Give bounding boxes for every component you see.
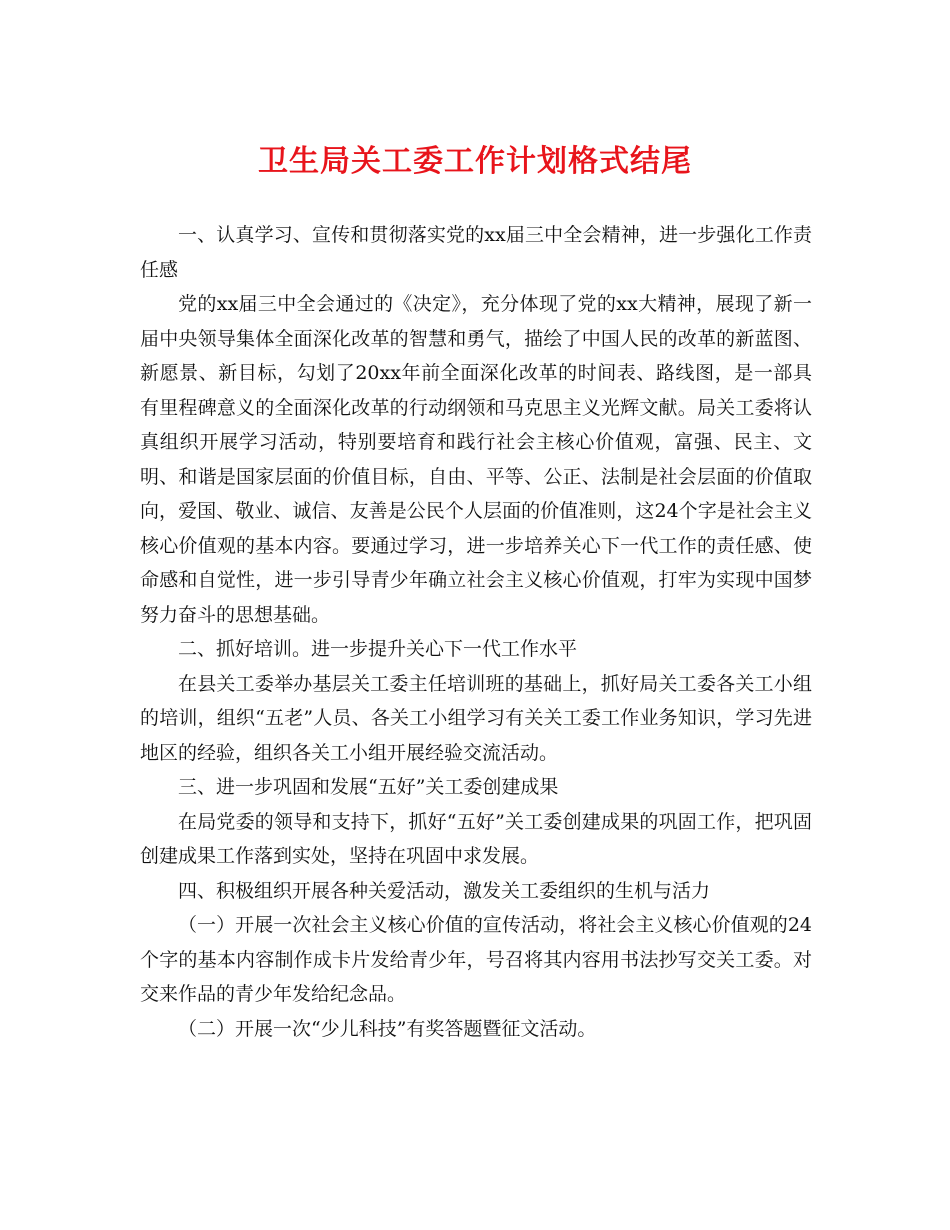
body-paragraph: 党的xx届三中全会通过的《决定》，充分体现了党的xx大精神，展现了新一届中央领导集体全面深化改革的智慧和勇气，描绘了中国人民的改革的新蓝图、新愿景、新目标，勾划了20xx年前全面深化改革的时间表、路线图，是一部具有里程碑意义的全面深化改革的行动纲领和马克思主义光辉文献。局关工委将认真组织开展学习活动，特别要培育和践行社会主核心价值观，富强、民主、文明、和谐是国家层面的价值目标，自由、平等、公正、法制是社会层面的价值取向，爱国、敬业、诚信、友善是公民个人层面的价值准则，这24个字是社会主义核心价值观的基本内容。要通过学习，进一步培养关心下一代工作的责任感、使命感和自觉性，进一步引导青少年确立社会主义核心价值观，打牢为实现中国梦努力奋斗的思想基础。 [140, 293, 812, 626]
sub-item-2: （二）开展一次“少儿科技”有奖答题暨征文活动。 [178, 1017, 597, 1040]
body-paragraph: 在县关工委举办基层关工委主任培训班的基础上，抓好局关工委各关工小组的培训，组织“五老”人员、各关工小组学习有关关工委工作业务知识，学习先进地区的经验，组织各关工小组开展经验交流活动。 [140, 672, 812, 764]
document-title: 卫生局关工委工作计划格式结尾 [258, 144, 692, 179]
section-heading-4: 四、积极组织开展各种关爱活动，激发关工委组织的生机与活力 [178, 879, 711, 902]
body-paragraph: 在局党委的领导和支持下，抓好“五好”关工委创建成果的巩固工作，把巩固创建成果工作落到实处，坚持在巩固中求发展。 [140, 810, 812, 867]
sub-item-1: （一）开展一次社会主义核心价值的宣传活动，将社会主义核心价值观的24个字的基本内容制作成卡片发给青少年，号召将其内容用书法抄写交关工委。对交来作品的青少年发给纪念品。 [140, 914, 812, 1005]
section-heading-3: 三、进一步巩固和发展“五好”关工委创建成果 [178, 776, 559, 798]
section-heading-1: 一、认真学习、宣传和贯彻落实党的xx届三中全会精神，进一步强化工作责任感 [140, 224, 812, 281]
document-body [140, 218, 812, 1046]
section-heading-2: 二、抓好培训。进一步提升关心下一代工作水平 [178, 638, 578, 660]
